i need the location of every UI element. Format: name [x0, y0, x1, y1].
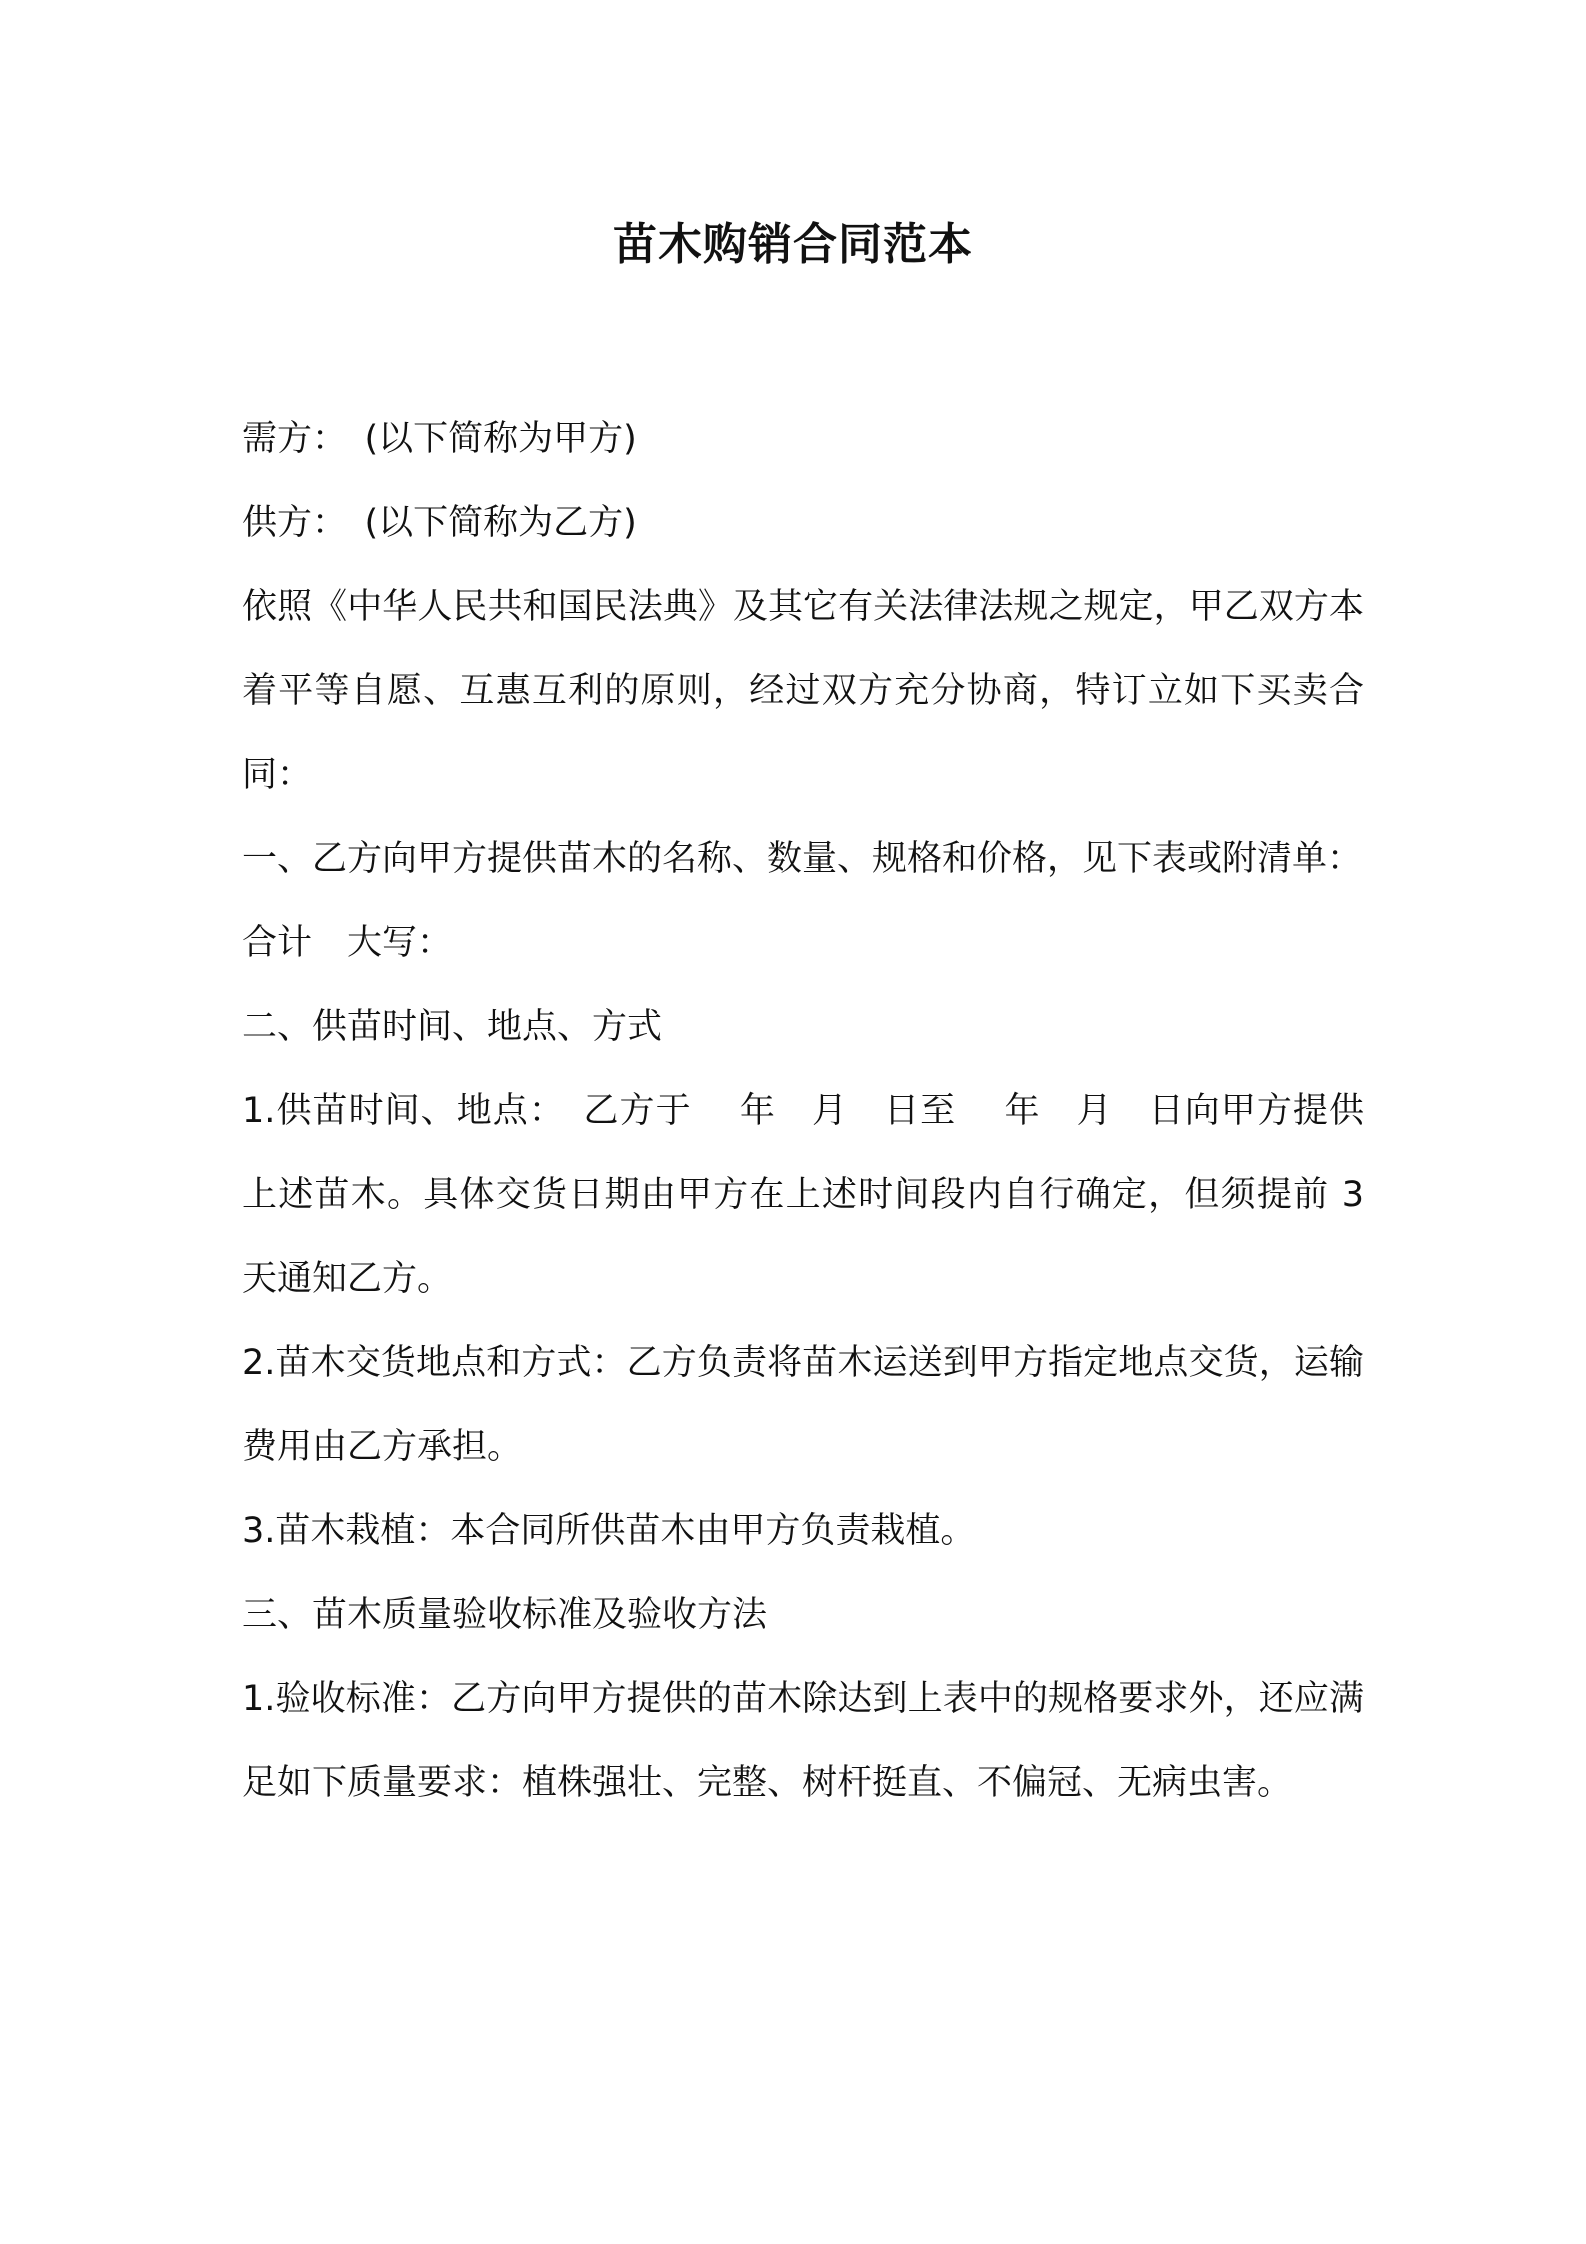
total-line: 合计 大写：	[242, 923, 453, 963]
clause-2-1-paragraph: 1.供苗时间、地点： 乙方于 年 月 日至 年 月 日向甲方提供上述苗木。具体交货日期由甲方在上述时间段内自行确定，但须提前 3 天通知乙方。	[242, 1091, 1364, 1299]
preamble-paragraph: 依照《中华人民共和国民法典》及其它有关法律法规之规定，甲乙双方本着平等自愿、互惠互利的原则，经过双方充分协商，特订立如下买卖合同：	[242, 587, 1364, 795]
section-2-heading: 二、供苗时间、地点、方式	[242, 1007, 663, 1047]
section-1-paragraph: 一、乙方向甲方提供苗木的名称、数量、规格和价格，见下表或附清单：	[242, 839, 1363, 879]
party-a-line: 需方： (以下简称为甲方)	[242, 419, 637, 459]
section-3-heading: 三、苗木质量验收标准及验收方法	[242, 1595, 768, 1635]
party-b-line: 供方： (以下简称为乙方)	[242, 503, 637, 543]
document-title: 苗木购销合同范本	[613, 219, 973, 270]
document-body	[242, 397, 1364, 1825]
clause-2-2-paragraph: 2.苗木交货地点和方式：乙方负责将苗木运送到甲方指定地点交货，运输费用由乙方承担。	[242, 1343, 1364, 1467]
clause-2-3-paragraph: 3.苗木栽植：本合同所供苗木由甲方负责栽植。	[242, 1511, 976, 1551]
clause-3-1-paragraph: 1.验收标准：乙方向甲方提供的苗木除达到上表中的规格要求外，还应满足如下质量要求：植株强壮、完整、树杆挺直、不偏冠、无病虫害。	[242, 1679, 1364, 1803]
